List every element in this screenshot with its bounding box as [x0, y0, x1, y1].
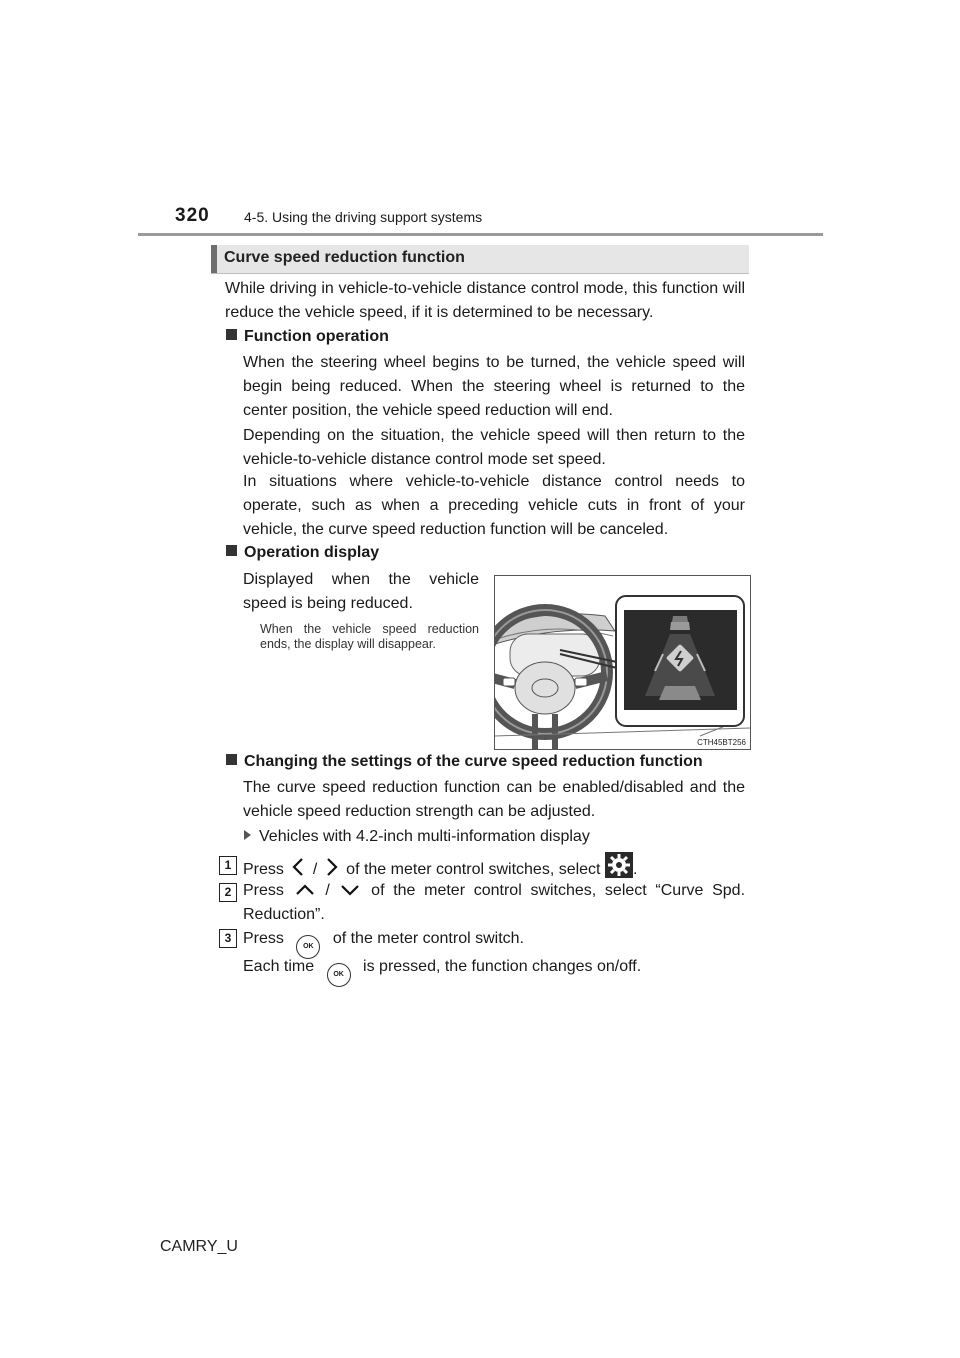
step-3-text: Press OK of the meter control switch.: [243, 927, 745, 959]
operation-display-text: Displayed when the vehicle speed is being reduced.: [243, 571, 479, 612]
chevron-down-icon: [338, 881, 362, 899]
gear-settings-icon: [605, 852, 633, 878]
cockpit-illustration: [494, 575, 751, 750]
section-banner: [211, 245, 749, 274]
chevron-left-icon: [288, 856, 308, 878]
step-number-3: 3: [219, 929, 237, 948]
step-1-text: Press / of the meter control switches, select .: [243, 852, 745, 882]
step-2-text: Press / of the meter control switches, select “Curve Spd. Reduction”.: [243, 882, 746, 923]
function-operation-heading: Function operation: [226, 326, 389, 348]
chevron-up-icon: [293, 881, 317, 899]
model-footer: CAMRY_U: [160, 1238, 238, 1255]
banner-accent: [211, 245, 217, 273]
step-number-1: 1: [219, 856, 237, 875]
square-bullet-icon: [226, 329, 237, 340]
header-rule: [138, 233, 823, 236]
section-intro: While driving in vehicle-to-vehicle distance control mode, this function will reduce the vehicle speed, if it is determined to be necessary.: [225, 280, 745, 321]
changing-settings-text: The curve speed reduction function can be enabled/disabled and the vehicle speed reduction strength can be adjusted.: [243, 779, 745, 820]
operation-display-heading: Operation display: [226, 542, 379, 564]
section-title: Curve speed reduction function: [224, 249, 465, 266]
ok-button-icon: OK: [296, 935, 320, 959]
function-operation-p2: Depending on the situation, the vehicle speed will then return to the vehicle-to-vehicle distance control mode set speed.: [243, 427, 745, 468]
function-operation-p1: When the steering wheel begins to be turned, the vehicle speed will begin being reduced. When the steering wheel is returned to the center position, the vehicle speed reduction will end.: [243, 354, 745, 419]
ok-button-icon: OK: [327, 963, 351, 987]
illustration-code: CTH45BT256: [697, 738, 746, 747]
chapter-title: 4-5. Using the driving support systems: [244, 209, 483, 225]
function-operation-p3: In situations where vehicle-to-vehicle distance control needs to operate, such as when a preceding vehicle cuts in front of your vehicle, the curve speed reduction function will be canceled.: [243, 473, 745, 538]
step-3-detail: Each time OK is pressed, the function changes on/off.: [243, 955, 745, 987]
steering-wheel-illustration: [495, 576, 750, 749]
step-number-2: 2: [219, 883, 237, 902]
square-bullet-icon: [226, 545, 237, 556]
square-bullet-icon: [226, 754, 237, 765]
triangle-bullet-icon: [244, 830, 251, 840]
chevron-right-icon: [322, 856, 342, 878]
operation-display-note: When the vehicle speed reduction ends, the display will disappear.: [260, 622, 479, 651]
changing-settings-heading: Changing the settings of the curve speed reduction function: [226, 751, 703, 773]
page-number: 320: [175, 205, 210, 226]
vehicle-type-line: Vehicles with 4.2-inch multi-information display: [244, 825, 744, 849]
